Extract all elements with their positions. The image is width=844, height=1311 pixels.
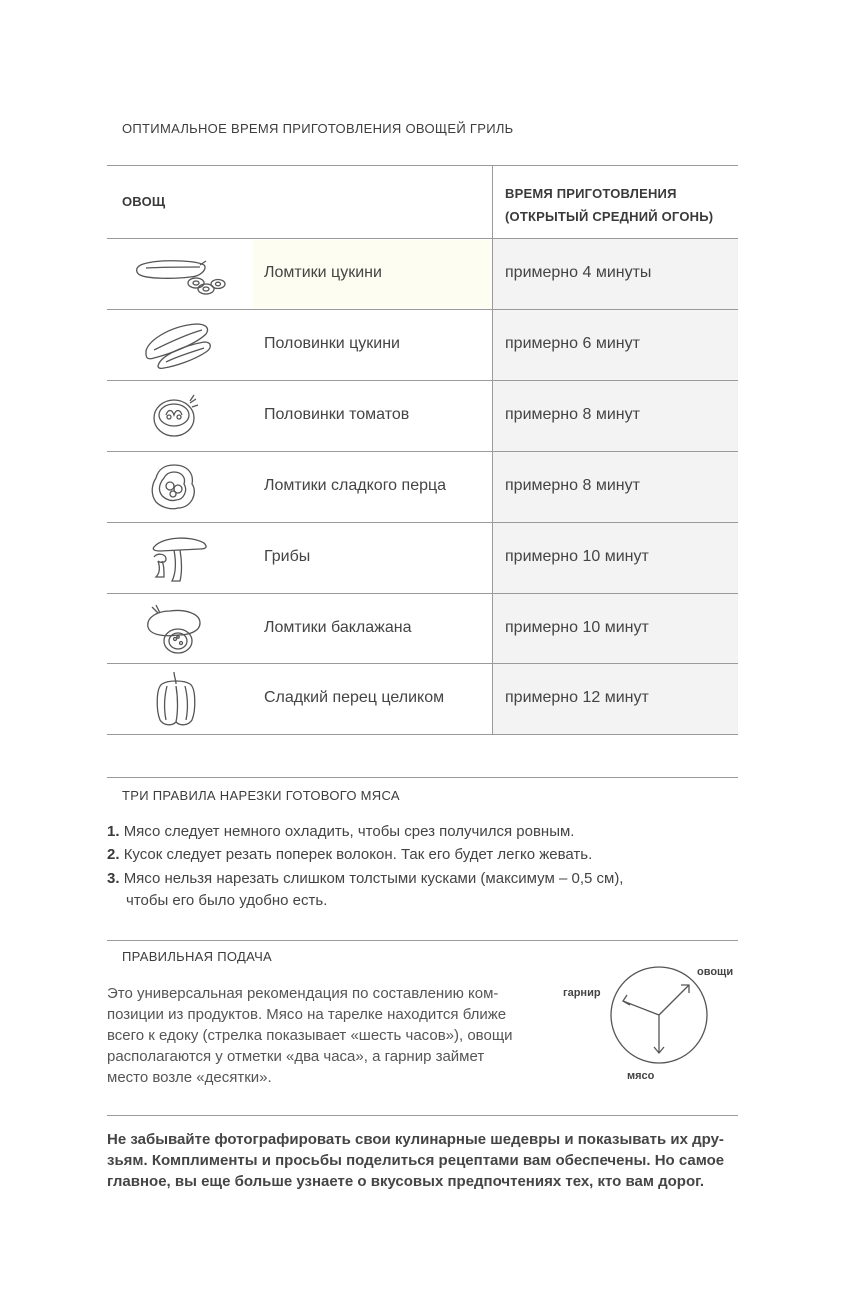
row-cooking-time: примерно 6 минут — [505, 335, 640, 352]
table-top-rule — [107, 165, 738, 166]
header-vegetable: ОВОЩ — [122, 194, 166, 209]
header-time-line2: (ОТКРЫТЫЙ СРЕДНИЙ ОГОНЬ) — [505, 209, 714, 224]
rules-top-rule — [107, 777, 738, 778]
table-bottom-rule — [107, 734, 738, 735]
serving-top-rule — [107, 940, 738, 941]
pepper-slice-icon — [148, 462, 200, 512]
row-vegetable-name: Ломтики баклажана — [264, 619, 412, 636]
table-column-divider — [492, 165, 493, 735]
serving-text-line: всего к едоку (стрелка показывает «шесть часов»), овощи — [107, 1027, 513, 1044]
rule-number: 3. — [107, 870, 120, 887]
table-row-divider — [107, 451, 738, 452]
rule-text: Кусок следует резать поперек волокон. Так его будет легко жевать. — [123, 846, 593, 863]
outro-text-line: главное, вы еще больше узнаете о вкусовых предпочтениях тех, кто вам дорог. — [107, 1173, 705, 1190]
rule-number: 2. — [107, 846, 120, 863]
zucchini-halves-icon — [140, 320, 216, 372]
serving-text-line: Это универсальная рекомендация по составлению ком- — [107, 985, 499, 1002]
header-cooking-time — [505, 182, 713, 228]
rule-text-continuation: чтобы его было удобно есть. — [126, 892, 328, 909]
row-cooking-time: примерно 12 минут — [505, 689, 649, 706]
mushroom-icon — [146, 533, 210, 585]
rule-text: Мясо следует немного охладить, чтобы срез получился ровным. — [123, 823, 575, 840]
rule-text: Мясо нельзя нарезать слишком толстыми кусками (максимум – 0,5 см), — [123, 870, 624, 887]
diagram-label-vegetables: овощи — [697, 966, 734, 978]
plate-diagram — [609, 965, 709, 1065]
eggplant-icon — [142, 601, 206, 657]
row-cooking-time: примерно 8 минут — [505, 477, 640, 494]
table-title: ОПТИМАЛЬНОЕ ВРЕМЯ ПРИГОТОВЛЕНИЯ ОВОЩЕЙ ГРИЛЬ — [122, 121, 514, 136]
row-vegetable-name: Сладкий перец целиком — [264, 689, 445, 706]
rules-title: ТРИ ПРАВИЛА НАРЕЗКИ ГОТОВОГО МЯСА — [122, 788, 400, 803]
row-vegetable-name: Грибы — [264, 548, 311, 565]
rule-item — [107, 867, 623, 890]
table-row-divider — [107, 522, 738, 523]
row-vegetable-name: Половинки цукини — [264, 335, 400, 352]
vegetables-arrow — [659, 985, 689, 1015]
row-vegetable-name: Ломтики сладкого перца — [264, 477, 447, 494]
rule-item — [107, 843, 592, 866]
outro-text-line: зьям. Комплименты и просьбы поделиться рецептами вам обеспечены. Но самое — [107, 1152, 725, 1169]
table-row-divider — [107, 309, 738, 310]
row-cooking-time: примерно 10 минут — [505, 548, 649, 565]
diagram-label-meat: мясо — [627, 1070, 655, 1082]
row-cooking-time: примерно 8 минут — [505, 406, 640, 423]
outro-top-rule — [107, 1115, 738, 1116]
row-vegetable-name: Половинки томатов — [264, 406, 410, 423]
rule-item — [107, 820, 574, 843]
table-header-rule — [107, 238, 738, 239]
tomato-half-icon — [150, 393, 202, 439]
garnish-arrow — [623, 1001, 659, 1015]
serving-text-line: располагаются у отметки «два часа», а гарнир займет — [107, 1048, 485, 1065]
serving-title: ПРАВИЛЬНАЯ ПОДАЧА — [122, 949, 273, 964]
table-row-divider — [107, 663, 738, 664]
zucchini-slices-icon — [134, 255, 230, 299]
row-cooking-time: примерно 10 минут — [505, 619, 649, 636]
serving-text-line: позиции из продуктов. Мясо на тарелке находится ближе — [107, 1006, 507, 1023]
table-row-divider — [107, 593, 738, 594]
outro-text-line: Не забывайте фотографировать свои кулинарные шедевры и показывать их дру- — [107, 1131, 724, 1148]
row-cooking-time: примерно 4 минуты — [505, 264, 652, 281]
diagram-label-garnish: гарнир — [563, 987, 601, 999]
rule-number: 1. — [107, 823, 120, 840]
row-vegetable-name: Ломтики цукини — [264, 264, 382, 281]
bell-pepper-icon — [154, 670, 198, 728]
serving-text-line: место возле «десятки». — [107, 1069, 272, 1086]
table-row-divider — [107, 380, 738, 381]
header-time-line1: ВРЕМЯ ПРИГОТОВЛЕНИЯ — [505, 186, 677, 201]
